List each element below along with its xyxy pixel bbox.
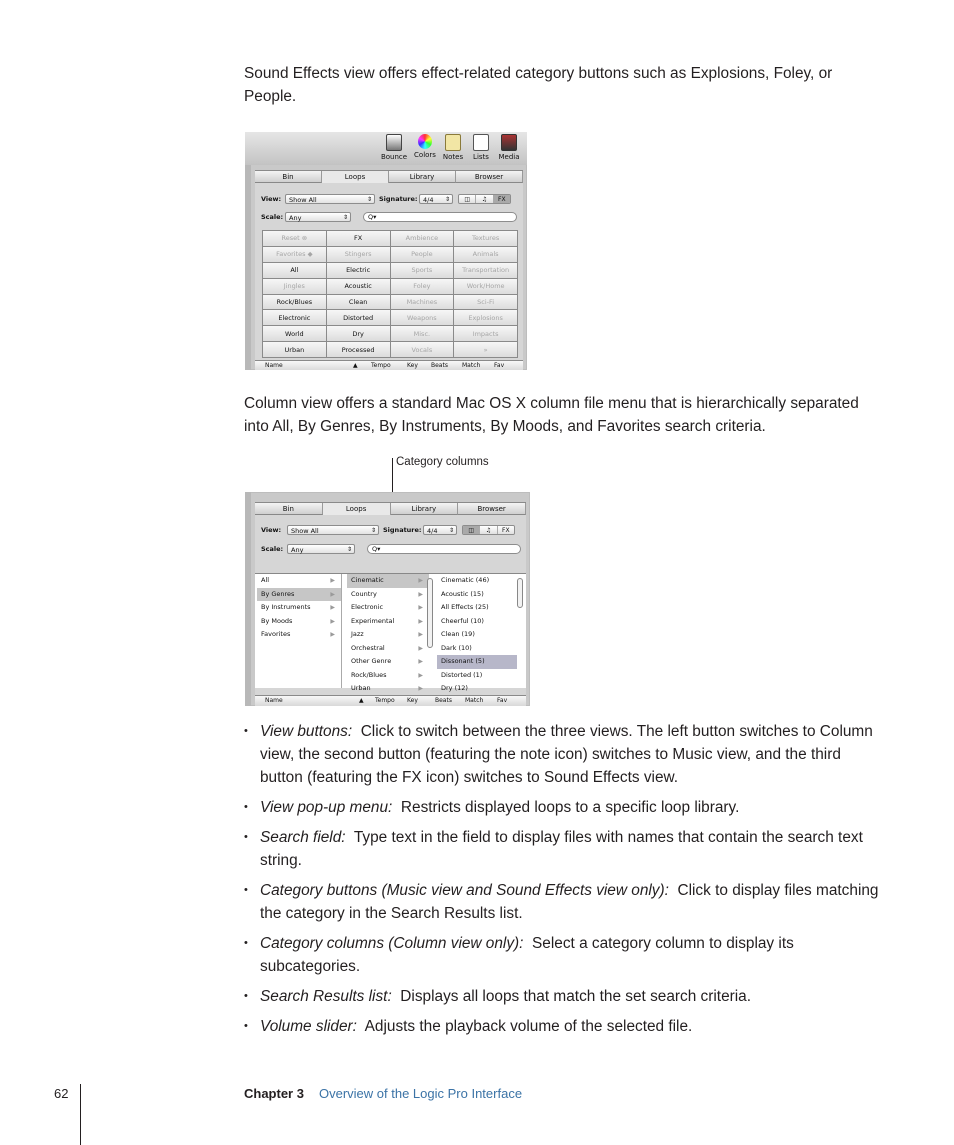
category-button[interactable]: Reset ⊗	[263, 231, 326, 246]
column-item-label: All Effects (25)	[441, 603, 489, 611]
column-item-label: Dry (12)	[441, 684, 468, 692]
notes-label: Notes	[442, 153, 464, 161]
column-item-label: Urban	[351, 684, 371, 692]
bounce-icon	[386, 134, 402, 151]
scale-label: Scale:	[261, 213, 284, 221]
lists-icon	[473, 134, 489, 151]
category-button[interactable]: Clean	[327, 295, 390, 310]
category-button[interactable]: FX	[327, 231, 390, 246]
category-button[interactable]: Jingles	[263, 279, 326, 294]
column-item-label: By Instruments	[261, 603, 311, 611]
disclosure-arrow-icon: ▶	[418, 577, 423, 584]
disclosure-arrow-icon: ▶	[418, 671, 423, 679]
results-header	[255, 695, 526, 706]
disclosure-arrow-icon: ▶	[418, 617, 423, 625]
fx-view-button[interactable]: FX	[498, 526, 514, 534]
category-button[interactable]: Vocals	[391, 342, 454, 357]
category-button[interactable]: Electric	[327, 263, 390, 278]
column-view-paragraph: Column view offers a standard Mac OS X column file menu that is hierarchically separated into All, By Genres, By Instruments, By Moods, and Favorites search criteria.	[244, 395, 859, 435]
disclosure-arrow-icon: ▶	[418, 644, 423, 652]
column-item[interactable]	[437, 669, 517, 683]
feature-term: Volume slider:	[260, 1018, 357, 1035]
feature-description: Type text in the field to display files with names that contain the search text string.	[260, 829, 863, 869]
sort-arrow-icon: ▲	[359, 697, 364, 704]
column-item[interactable]	[347, 628, 429, 642]
popup-arrows-icon: ⇕	[444, 196, 450, 203]
category-button[interactable]: Electronic	[263, 310, 326, 325]
popup-arrows-icon: ⇕	[346, 546, 352, 553]
category-button[interactable]: Sci-Fi	[454, 295, 517, 310]
column-item[interactable]	[257, 588, 341, 602]
category-button[interactable]: Foley	[391, 279, 454, 294]
search-icon: Q▾	[372, 545, 381, 553]
col-key-header[interactable]: Key	[407, 362, 418, 369]
tab-bar	[255, 503, 526, 515]
view-buttons	[462, 525, 515, 535]
scale-value: Any	[289, 214, 302, 222]
tab-browser[interactable]: Browser	[456, 171, 523, 183]
music-view-button[interactable]: ♫	[480, 526, 497, 534]
column-item-label: Jazz	[351, 630, 364, 638]
column-item[interactable]	[437, 628, 517, 642]
feature-term: Search Results list:	[260, 988, 392, 1005]
category-button[interactable]: People	[391, 247, 454, 262]
view-label: View:	[261, 526, 282, 534]
disclosure-arrow-icon: ▶	[330, 631, 335, 638]
column-item[interactable]	[437, 682, 517, 696]
scale-row	[261, 211, 517, 223]
category-columns	[255, 573, 526, 692]
column-item-label: Dark (10)	[441, 643, 472, 652]
column-item[interactable]	[347, 655, 429, 669]
col-match-header[interactable]: Match	[462, 362, 481, 369]
feature-description: Restricts displayed loops to a specific loop library.	[400, 799, 740, 816]
search-field[interactable]	[367, 544, 521, 554]
category-button[interactable]: Stingers	[327, 247, 390, 262]
media-button[interactable]	[494, 134, 524, 161]
column-item[interactable]	[437, 642, 517, 656]
fx-view-button[interactable]: FX	[494, 195, 510, 203]
column-item[interactable]	[437, 601, 517, 615]
lists-label: Lists	[473, 153, 489, 161]
column-item-label: Distorted (1)	[441, 670, 483, 679]
col-beats-header[interactable]: Beats	[431, 362, 448, 369]
feature-description: Displays all loops that match the set search criteria.	[400, 988, 752, 1005]
category-button[interactable]: Machines	[391, 295, 454, 310]
feature-term: Category columns (Column view only):	[260, 935, 524, 952]
category-button[interactable]: Distorted	[327, 310, 390, 325]
view-popup-menu[interactable]	[285, 194, 375, 204]
disclosure-arrow-icon: ▶	[330, 604, 335, 611]
category-button[interactable]: Explosions	[454, 310, 517, 325]
column-item[interactable]	[347, 642, 429, 656]
col-beats-header[interactable]: Beats	[435, 697, 452, 704]
disclosure-arrow-icon: ▶	[330, 590, 335, 598]
column-2-scrollbar[interactable]	[427, 578, 433, 648]
column-item-label: Orchestral	[351, 643, 385, 652]
lists-button[interactable]	[466, 134, 496, 161]
category-buttons	[262, 230, 518, 358]
popup-arrows-icon: ⇕	[342, 214, 348, 221]
column-view-button[interactable]: ◫	[463, 526, 480, 534]
feature-list-item	[244, 826, 884, 872]
feature-description: Click to switch between the three views. The left button switches to Column view, the second button (featuring the note icon) switches to Music view, and the third button (featuring the FX icon) switches to Sound Effects view.	[260, 723, 873, 786]
column-item-label: Country	[351, 589, 377, 598]
notes-icon	[445, 134, 461, 151]
toolbar	[245, 132, 527, 165]
feature-term: Search field:	[260, 829, 346, 846]
feature-list-item	[244, 879, 884, 925]
column-item-label: Acoustic (15)	[441, 589, 484, 598]
category-column-1[interactable]	[257, 574, 342, 688]
column-item-label: Cinematic (46)	[441, 576, 490, 584]
callout-label: Category columns	[396, 456, 489, 468]
column-item[interactable]	[347, 601, 429, 615]
popup-arrows-icon: ⇕	[366, 196, 372, 203]
results-header	[255, 360, 523, 370]
col-tempo-header[interactable]: Tempo	[371, 362, 391, 369]
media-label: Media	[498, 153, 520, 161]
column-view-button[interactable]: ◫	[459, 195, 476, 203]
column-item-label: Experimental	[351, 616, 395, 625]
music-view-button[interactable]: ♫	[476, 195, 493, 203]
col-key-header[interactable]: Key	[407, 697, 418, 704]
category-button[interactable]: Impacts	[454, 326, 517, 341]
col-tempo-header[interactable]: Tempo	[375, 697, 395, 704]
notes-button[interactable]	[438, 134, 468, 161]
sort-arrow-icon: ▲	[353, 362, 358, 369]
tab-loops[interactable]: Loops	[323, 503, 391, 515]
column-item-label: Cinematic	[351, 576, 384, 584]
category-button[interactable]: All	[263, 263, 326, 278]
sound-effects-view-screenshot	[245, 132, 527, 370]
feature-list-item	[244, 796, 884, 819]
bounce-button[interactable]	[379, 134, 409, 161]
column-item[interactable]	[347, 615, 429, 629]
category-button[interactable]: Weapons	[391, 310, 454, 325]
footer-divider	[80, 1084, 81, 1145]
category-button[interactable]: Misc.	[391, 326, 454, 341]
tab-bin[interactable]: Bin	[255, 171, 322, 183]
col-match-header[interactable]: Match	[465, 697, 484, 704]
feature-list-item	[244, 985, 884, 1008]
feature-list-item	[244, 1015, 884, 1038]
media-icon	[501, 134, 517, 151]
scale-popup[interactable]	[287, 544, 355, 554]
view-popup-menu[interactable]	[287, 525, 379, 535]
popup-arrows-icon: ⇕	[448, 527, 454, 534]
category-button[interactable]: Textures	[454, 231, 517, 246]
feature-description: Select a category column to display its subcategories.	[260, 935, 794, 975]
feature-list-item	[244, 720, 884, 789]
category-button[interactable]: Animals	[454, 247, 517, 262]
disclosure-arrow-icon: ▶	[418, 685, 423, 692]
category-button[interactable]: Ambience	[391, 231, 454, 246]
scale-popup[interactable]	[285, 212, 351, 222]
page-number: 62	[54, 1086, 69, 1101]
popup-arrows-icon: ⇕	[370, 527, 376, 534]
tab-loops[interactable]: Loops	[322, 171, 389, 183]
view-popup-value: Show All	[289, 196, 317, 204]
view-buttons	[458, 194, 511, 204]
col-name-header[interactable]: Name	[265, 362, 283, 369]
column-item-label: By Genres	[261, 589, 295, 598]
chapter-label: Chapter 3	[244, 1086, 304, 1101]
disclosure-arrow-icon: ▶	[418, 631, 423, 638]
colors-icon	[418, 134, 432, 149]
column-item[interactable]	[347, 682, 429, 696]
bounce-label: Bounce	[380, 153, 408, 161]
category-button[interactable]: Rock/Blues	[263, 295, 326, 310]
disclosure-arrow-icon: ▶	[418, 590, 423, 598]
colors-label: Colors	[414, 151, 436, 159]
window-edge	[245, 492, 251, 706]
column-item-label: By Moods	[261, 616, 293, 625]
tab-bin[interactable]: Bin	[255, 503, 323, 515]
category-button[interactable]: Transportation	[454, 263, 517, 278]
disclosure-arrow-icon: ▶	[330, 617, 335, 625]
signature-label: Signature:	[379, 195, 418, 203]
col-fav-header[interactable]: Fav	[497, 697, 508, 704]
column-item-label: Electronic	[351, 603, 384, 611]
feature-term: View buttons:	[260, 723, 353, 740]
column-item-label: Clean (19)	[441, 630, 475, 638]
category-button[interactable]: Acoustic	[327, 279, 390, 294]
category-button[interactable]: Urban	[263, 342, 326, 357]
category-button[interactable]: World	[263, 326, 326, 341]
feature-term: View pop-up menu:	[260, 799, 393, 816]
loop-browser-panel	[255, 502, 526, 706]
category-button[interactable]: Work/Home	[454, 279, 517, 294]
category-button[interactable]: »	[454, 342, 517, 357]
column-item-label: Favorites	[261, 630, 291, 638]
signature-label: Signature:	[383, 526, 422, 534]
category-button[interactable]: Favorites ◆	[263, 247, 326, 262]
category-button[interactable]: Dry	[327, 326, 390, 341]
col-fav-header[interactable]: Fav	[494, 362, 505, 369]
view-popup-value: Show All	[291, 527, 319, 535]
view-label: View:	[261, 195, 282, 203]
loop-browser-panel	[255, 170, 523, 370]
feature-list	[244, 720, 884, 1045]
category-column-3[interactable]	[437, 574, 517, 692]
column-item[interactable]	[347, 669, 429, 683]
column-item[interactable]	[437, 655, 517, 669]
tab-bar	[255, 171, 523, 183]
column-item[interactable]	[257, 574, 341, 588]
column-item-label: Cheerful (10)	[441, 616, 484, 625]
feature-description: Adjusts the playback volume of the selected file.	[364, 1018, 693, 1035]
feature-description: Click to display files matching the category in the Search Results list.	[260, 882, 879, 922]
tab-library[interactable]: Library	[389, 171, 456, 183]
column-3-scrollbar[interactable]	[517, 578, 523, 608]
search-icon: Q▾	[368, 213, 377, 221]
column-item[interactable]	[437, 574, 517, 588]
disclosure-arrow-icon: ▶	[330, 577, 335, 584]
signature-popup[interactable]	[423, 525, 457, 535]
colors-button[interactable]	[410, 134, 440, 159]
column-item[interactable]	[257, 601, 341, 615]
feature-term: Category buttons (Music view and Sound Effects view only):	[260, 882, 669, 899]
tab-browser[interactable]: Browser	[458, 503, 526, 515]
feature-list-item	[244, 932, 884, 978]
chapter-title-link[interactable]: Overview of the Logic Pro Interface	[319, 1086, 523, 1101]
signature-value: 4/4	[423, 196, 434, 204]
tab-library[interactable]: Library	[391, 503, 459, 515]
disclosure-arrow-icon: ▶	[418, 658, 423, 665]
column-item-label: Dissonant (5)	[441, 657, 485, 665]
category-button[interactable]: Sports	[391, 263, 454, 278]
window-edge	[245, 132, 251, 370]
column-item[interactable]	[257, 615, 341, 629]
column-item-label: Other Genre	[351, 657, 392, 665]
column-view-screenshot	[245, 492, 530, 706]
disclosure-arrow-icon: ▶	[418, 604, 423, 611]
scale-label: Scale:	[261, 545, 284, 553]
column-item-label: All	[261, 576, 270, 584]
column-item[interactable]	[257, 628, 341, 642]
scale-value: Any	[291, 546, 304, 554]
column-item[interactable]	[437, 615, 517, 629]
category-column-2[interactable]	[347, 574, 429, 692]
scale-row	[261, 543, 520, 555]
signature-value: 4/4	[427, 527, 438, 535]
column-item[interactable]	[437, 588, 517, 602]
search-field[interactable]	[363, 212, 517, 222]
signature-popup[interactable]	[419, 194, 453, 204]
category-button[interactable]: Processed	[327, 342, 390, 357]
column-item-label: Rock/Blues	[351, 670, 387, 679]
intro-paragraph: Sound Effects view offers effect-related category buttons such as Explosions, Foley, or People.	[244, 65, 833, 105]
column-item[interactable]	[347, 588, 429, 602]
column-item[interactable]	[347, 574, 429, 588]
view-row	[261, 524, 520, 536]
col-name-header[interactable]: Name	[265, 697, 283, 704]
view-row	[261, 193, 517, 205]
